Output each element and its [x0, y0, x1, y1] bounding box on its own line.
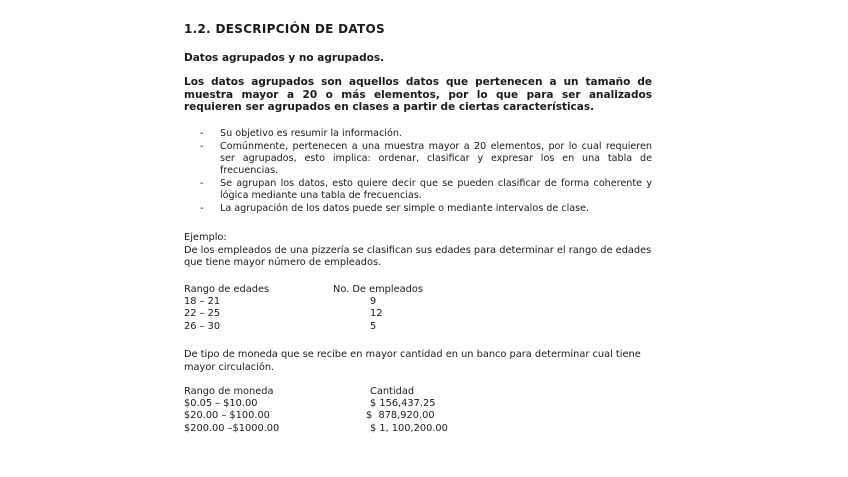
subheading: Datos agrupados y no agrupados. [184, 52, 385, 64]
table-cell: 22 – 25 [184, 308, 221, 320]
table-header: Cantidad [370, 386, 415, 397]
bullet-text: Se agrupan los datos, esto quiere decir que se pueden clasificar de forma coherente y lógica mediante una tabla de frecuencias. [220, 178, 652, 201]
table-header: No. De empleados [333, 284, 423, 295]
list-item [200, 178, 652, 202]
table-cell: 18 – 21 [184, 296, 221, 308]
table-cell: 5 [370, 320, 377, 332]
bullet-text: Comúnmente, pertenecen a una muestra mayor a 20 elementos, por lo cual requieren ser agrupados, esto implica: ordenar, clasificar y expresar los en una tabla de frecuencias. [220, 141, 652, 176]
table-header: Rango de moneda [184, 386, 274, 397]
example-section [184, 232, 654, 270]
example2-text: De tipo de moneda que se recibe en mayor cantidad en un banco para determinar cual tiene mayor circulación. [184, 349, 641, 373]
bullet-dash: - [200, 128, 204, 139]
bullet-dash: - [200, 178, 204, 190]
table-cell: $20.00 – $100.00 [184, 410, 270, 422]
table-cell: $0.05 – $10.00 [184, 398, 258, 410]
table-header: Rango de edades [184, 284, 270, 295]
table-cell: $ 156,437.25 [370, 398, 436, 410]
bullet-text: Su objetivo es resumir la información. [220, 128, 402, 139]
section-heading: 1.2. DESCRIPCIÓN DE DATOS [184, 22, 385, 36]
bullet-text: La agrupación de los datos puede ser simple o mediante intervalos de clase. [220, 203, 590, 215]
bullet-dash: - [200, 203, 204, 215]
list-item [200, 141, 652, 176]
table-cell: $ 878,920.00 [366, 410, 435, 422]
list-item [200, 128, 652, 140]
table-cell: $ 1, 100,200.00 [370, 422, 448, 434]
table-cell: $200.00 –$1000.00 [184, 422, 280, 434]
table-cell: 12 [370, 308, 383, 320]
example-text: De los empleados de una pizzería se clasifican sus edades para determinar el rango de edades que tiene mayor número de empleados. [184, 244, 652, 268]
table-cell: 9 [370, 296, 377, 308]
example-label: Ejemplo: [184, 232, 227, 243]
table-cell: 26 – 30 [184, 320, 221, 332]
intro-paragraph: Los datos agrupados son aquellos datos que pertenecen a un tamaño de muestra mayor a 20 o más elementos, por lo que para ser analizados requieren ser agrupados en clases a partir de ciertas características. [184, 76, 652, 113]
bullet-list [200, 128, 652, 217]
bullet-dash: - [200, 141, 204, 153]
list-item [200, 203, 652, 215]
